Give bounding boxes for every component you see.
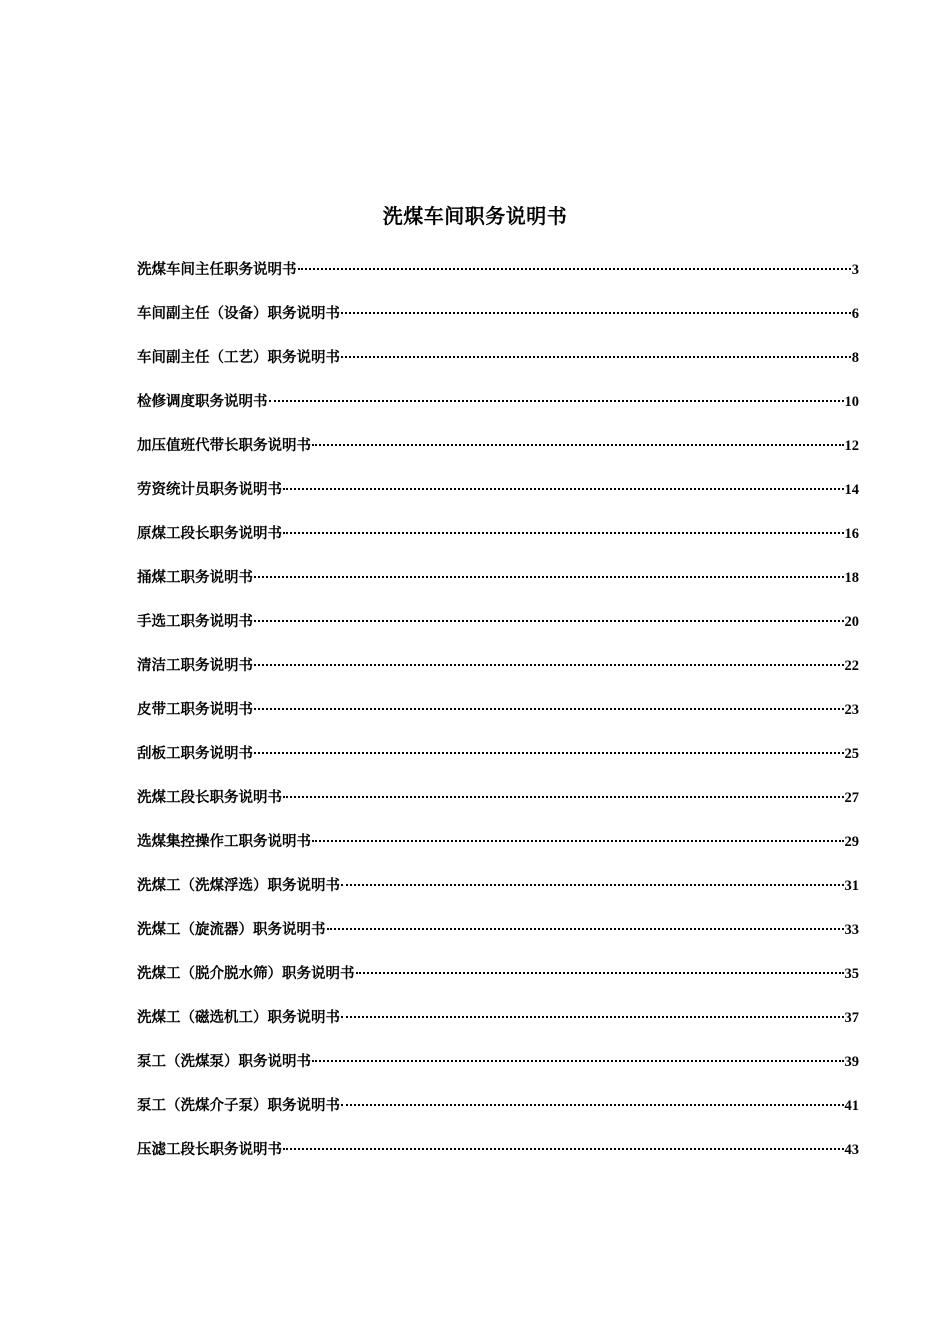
- toc-dot-leader: [327, 928, 844, 930]
- toc-entry[interactable]: [137, 918, 859, 962]
- toc-entry[interactable]: [137, 522, 859, 566]
- toc-dot-leader: [254, 620, 844, 622]
- toc-dot-leader: [298, 268, 851, 270]
- toc-entry-page: 25: [844, 746, 859, 762]
- toc-entry-page: 33: [844, 922, 859, 938]
- toc-entry-label: 洗煤工段长职务说明书: [137, 789, 282, 806]
- toc-entry[interactable]: [137, 1094, 859, 1138]
- toc-entry-label: 皮带工职务说明书: [137, 701, 253, 718]
- toc-entry-label: 洗煤工（洗煤浮选）职务说明书: [137, 877, 340, 894]
- toc-entry-label: 洗煤车间主任职务说明书: [137, 261, 297, 278]
- toc-entry[interactable]: [137, 1006, 859, 1050]
- toc-dot-leader: [341, 1104, 844, 1106]
- toc-entry-label: 选煤集控操作工职务说明书: [137, 833, 311, 850]
- toc-dot-leader: [254, 708, 844, 710]
- toc-dot-leader: [269, 400, 844, 402]
- toc-entry-label: 洗煤工（旋流器）职务说明书: [137, 921, 326, 938]
- toc-entry-label: 加压值班代带长职务说明书: [137, 437, 311, 454]
- toc-dot-leader: [254, 576, 844, 578]
- toc-entry[interactable]: [137, 434, 859, 478]
- toc-entry-label: 清洁工职务说明书: [137, 657, 253, 674]
- toc-entry-label: 洗煤工（脱介脱水筛）职务说明书: [137, 965, 355, 982]
- toc-entry[interactable]: [137, 566, 859, 610]
- toc-entry-page: 31: [844, 878, 859, 894]
- toc-dot-leader: [341, 356, 851, 358]
- document-title: 洗煤车间职务说明书: [382, 204, 568, 228]
- toc-entry[interactable]: [137, 258, 859, 302]
- toc-dot-leader: [341, 884, 844, 886]
- toc-dot-leader: [254, 664, 844, 666]
- toc-dot-leader: [283, 532, 844, 534]
- toc-entry[interactable]: [137, 654, 859, 698]
- toc-entry-page: 39: [844, 1054, 859, 1070]
- toc-entry-page: 27: [844, 790, 859, 806]
- toc-dot-leader: [312, 840, 844, 842]
- toc-entry-page: 8: [851, 350, 859, 366]
- toc-entry-page: 43: [844, 1142, 859, 1158]
- toc-entry-label: 车间副主任（工艺）职务说明书: [137, 349, 340, 366]
- toc-entry[interactable]: [137, 830, 859, 874]
- toc-entry-page: 10: [844, 394, 859, 410]
- toc-entry-label: 手选工职务说明书: [137, 613, 253, 630]
- toc-dot-leader: [312, 444, 844, 446]
- toc-dot-leader: [283, 796, 844, 798]
- toc-entry[interactable]: [137, 1050, 859, 1094]
- toc-entry-label: 检修调度职务说明书: [137, 393, 268, 410]
- toc-entry-label: 刮板工职务说明书: [137, 745, 253, 762]
- toc-entry[interactable]: [137, 962, 859, 1006]
- toc-entry[interactable]: [137, 346, 859, 390]
- toc-entry[interactable]: [137, 302, 859, 346]
- toc-entry-page: 41: [844, 1098, 859, 1114]
- toc-dot-leader: [341, 1016, 844, 1018]
- toc-entry-label: 车间副主任（设备）职务说明书: [137, 305, 340, 322]
- toc-entry[interactable]: [137, 742, 859, 786]
- toc-entry-label: 压滤工段长职务说明书: [137, 1141, 282, 1158]
- toc-entry-page: 18: [844, 570, 859, 586]
- toc-entry-page: 20: [844, 614, 859, 630]
- toc-entry-page: 3: [851, 262, 859, 278]
- toc-dot-leader: [356, 972, 844, 974]
- toc-dot-leader: [341, 312, 851, 314]
- toc-dot-leader: [283, 1148, 844, 1150]
- toc-entry-page: 29: [844, 834, 859, 850]
- toc-entry-page: 35: [844, 966, 859, 982]
- toc-entry-page: 12: [844, 438, 859, 454]
- toc-entry-page: 14: [844, 482, 859, 498]
- toc-entry-page: 22: [844, 658, 859, 674]
- toc-entry-label: 洗煤工（磁选机工）职务说明书: [137, 1009, 340, 1026]
- toc-entry[interactable]: [137, 786, 859, 830]
- table-of-contents: [137, 258, 859, 1182]
- toc-dot-leader: [283, 488, 844, 490]
- toc-entry[interactable]: [137, 478, 859, 522]
- toc-entry-label: 泵工（洗煤泵）职务说明书: [137, 1053, 311, 1070]
- toc-entry[interactable]: [137, 390, 859, 434]
- toc-entry-page: 23: [844, 702, 859, 718]
- toc-entry[interactable]: [137, 874, 859, 918]
- toc-dot-leader: [254, 752, 844, 754]
- toc-entry-page: 6: [851, 306, 859, 322]
- toc-entry-page: 37: [844, 1010, 859, 1026]
- toc-entry-label: 捅煤工职务说明书: [137, 569, 253, 586]
- toc-entry[interactable]: [137, 610, 859, 654]
- toc-entry-label: 原煤工段长职务说明书: [137, 525, 282, 542]
- toc-entry[interactable]: [137, 698, 859, 742]
- toc-entry-label: 泵工（洗煤介子泵）职务说明书: [137, 1097, 340, 1114]
- toc-entry-label: 劳资统计员职务说明书: [137, 481, 282, 498]
- toc-entry-page: 16: [844, 526, 859, 542]
- toc-entry[interactable]: [137, 1138, 859, 1182]
- toc-dot-leader: [312, 1060, 844, 1062]
